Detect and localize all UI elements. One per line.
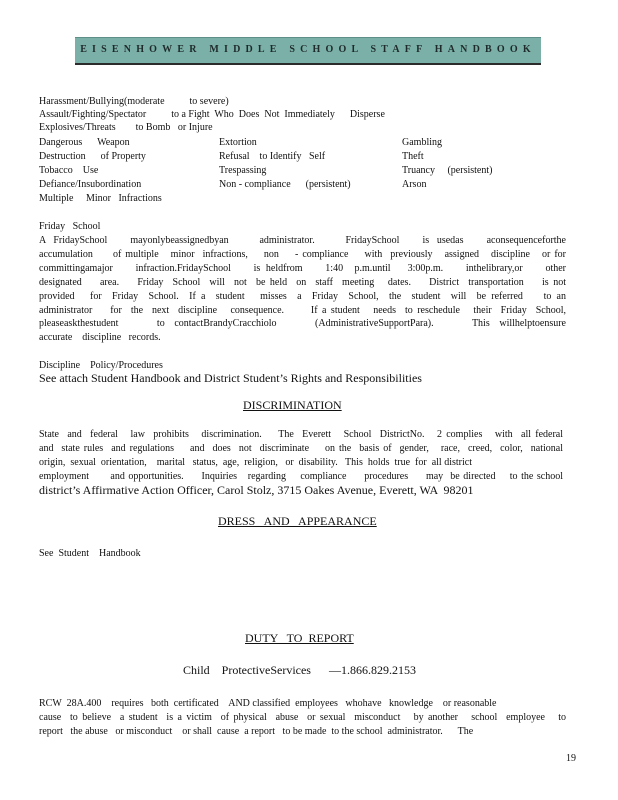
infraction-harassment: Harassment/Bullying(moderate to severe) xyxy=(39,96,229,107)
infraction-cell: Arson xyxy=(402,179,427,190)
discipline-note: See attach Student Handbook and District Student’s Rights and Responsibilities xyxy=(39,371,422,385)
infraction-cell: Extortion xyxy=(219,137,257,148)
infraction-cell: Tobacco Use xyxy=(39,165,99,176)
discipline-title: Discipline Policy/Procedures xyxy=(39,360,163,371)
paragraph-line: State and federal law prohibits discrimination. The Everett School DistrictNo. 2 complies with all federal xyxy=(39,429,563,440)
paragraph-line: committingamajor infraction.FridaySchool is heldfrom 1:40 p.m.until 3:00p.m. inthelibrary,or other xyxy=(39,262,566,274)
paragraph-line: provided for Friday School. If a student misses a Friday School, the student will be referred to an xyxy=(39,290,566,302)
section-heading-dress: DRESS AND APPEARANCE xyxy=(218,514,377,528)
page-number: 19 xyxy=(566,753,576,764)
infraction-cell: Dangerous Weapon xyxy=(39,137,130,148)
cps-phone: Child ProtectiveServices —1.866.829.2153 xyxy=(183,663,416,677)
paragraph-line: accumulation of multiple minor infractions, non - compliance with previously assigned discipline or for xyxy=(39,248,566,260)
paragraph-line: origin, sexual orientation, marital status, age, religion, or disability. This holds true for all district xyxy=(39,456,472,468)
dress-text: See Student Handbook xyxy=(39,548,141,559)
friday-school-title: Friday School xyxy=(39,221,101,232)
section-heading-duty: DUTY TO REPORT xyxy=(245,631,354,645)
infraction-cell: Theft xyxy=(402,151,424,162)
infraction-cell: Refusal to Identify Self xyxy=(219,151,326,162)
infraction-cell: Truancy (persistent) xyxy=(402,165,493,176)
infraction-cell: Non - compliance (persistent) xyxy=(219,179,351,190)
paragraph-line: RCW 28A.400 requires both certificated AND classified employees whohave knowledge or reasonable xyxy=(39,698,497,709)
paragraph-line: pleaseaskthestudent to contactBrandyCracchiolo (AdministrativeSupportPara). This willhelptoensure xyxy=(39,318,566,330)
paragraph-line: report the abuse or misconduct or shall cause a report to be made to the school administrator. The xyxy=(39,725,474,737)
friday-school-paragraph xyxy=(39,234,566,345)
section-heading-discrimination: DISCRIMINATION xyxy=(243,398,342,412)
infraction-cell: Gambling xyxy=(402,137,442,148)
paragraph-line: and state rules and regulations and does not discriminate on the basis of gender, race, creed, color, national xyxy=(39,442,563,454)
paragraph-line: A FridaySchool mayonlybeassignedbyan administrator. FridaySchool is usedas aconsequenceforthe xyxy=(39,235,566,246)
duty-paragraph xyxy=(39,697,566,739)
paragraph-line: designated area. Friday School will not be held on staff meeting dates. District transportation is not xyxy=(39,276,566,288)
infraction-assault: Assault/Fighting/Spectator to a Fight Who Does Not Immediately Disperse xyxy=(39,109,385,120)
infraction-explosives: Explosives/Threats to Bomb or Injure xyxy=(39,122,213,133)
affirmative-action-line: district’s Affirmative Action Officer, Carol Stolz, 3715 Oakes Avenue, Everett, WA 98201 xyxy=(39,483,474,497)
banner-title: EISENHOWER MIDDLE SCHOOL STAFF HANDBOOK xyxy=(80,44,536,55)
paragraph-line: employment and opportunities. Inquiries regarding compliance procedures may be directed to the school xyxy=(39,470,563,482)
paragraph-line: cause to believe a student is a victim of physical abuse or sexual misconduct by another school employee to xyxy=(39,711,566,723)
handbook-banner xyxy=(75,37,541,65)
paragraph-line: administrator for the next discipline consequence. If a student needs to reschedule their Friday School, xyxy=(39,304,566,316)
infraction-cell: Trespassing xyxy=(219,165,267,176)
infraction-multiple-minor: Multiple Minor Infractions xyxy=(39,193,162,204)
paragraph-line: accurate discipline records. xyxy=(39,332,161,344)
infraction-cell: Destruction of Property xyxy=(39,151,146,162)
discrimination-paragraph xyxy=(39,428,563,484)
infraction-cell: Defiance/Insubordination xyxy=(39,179,142,190)
